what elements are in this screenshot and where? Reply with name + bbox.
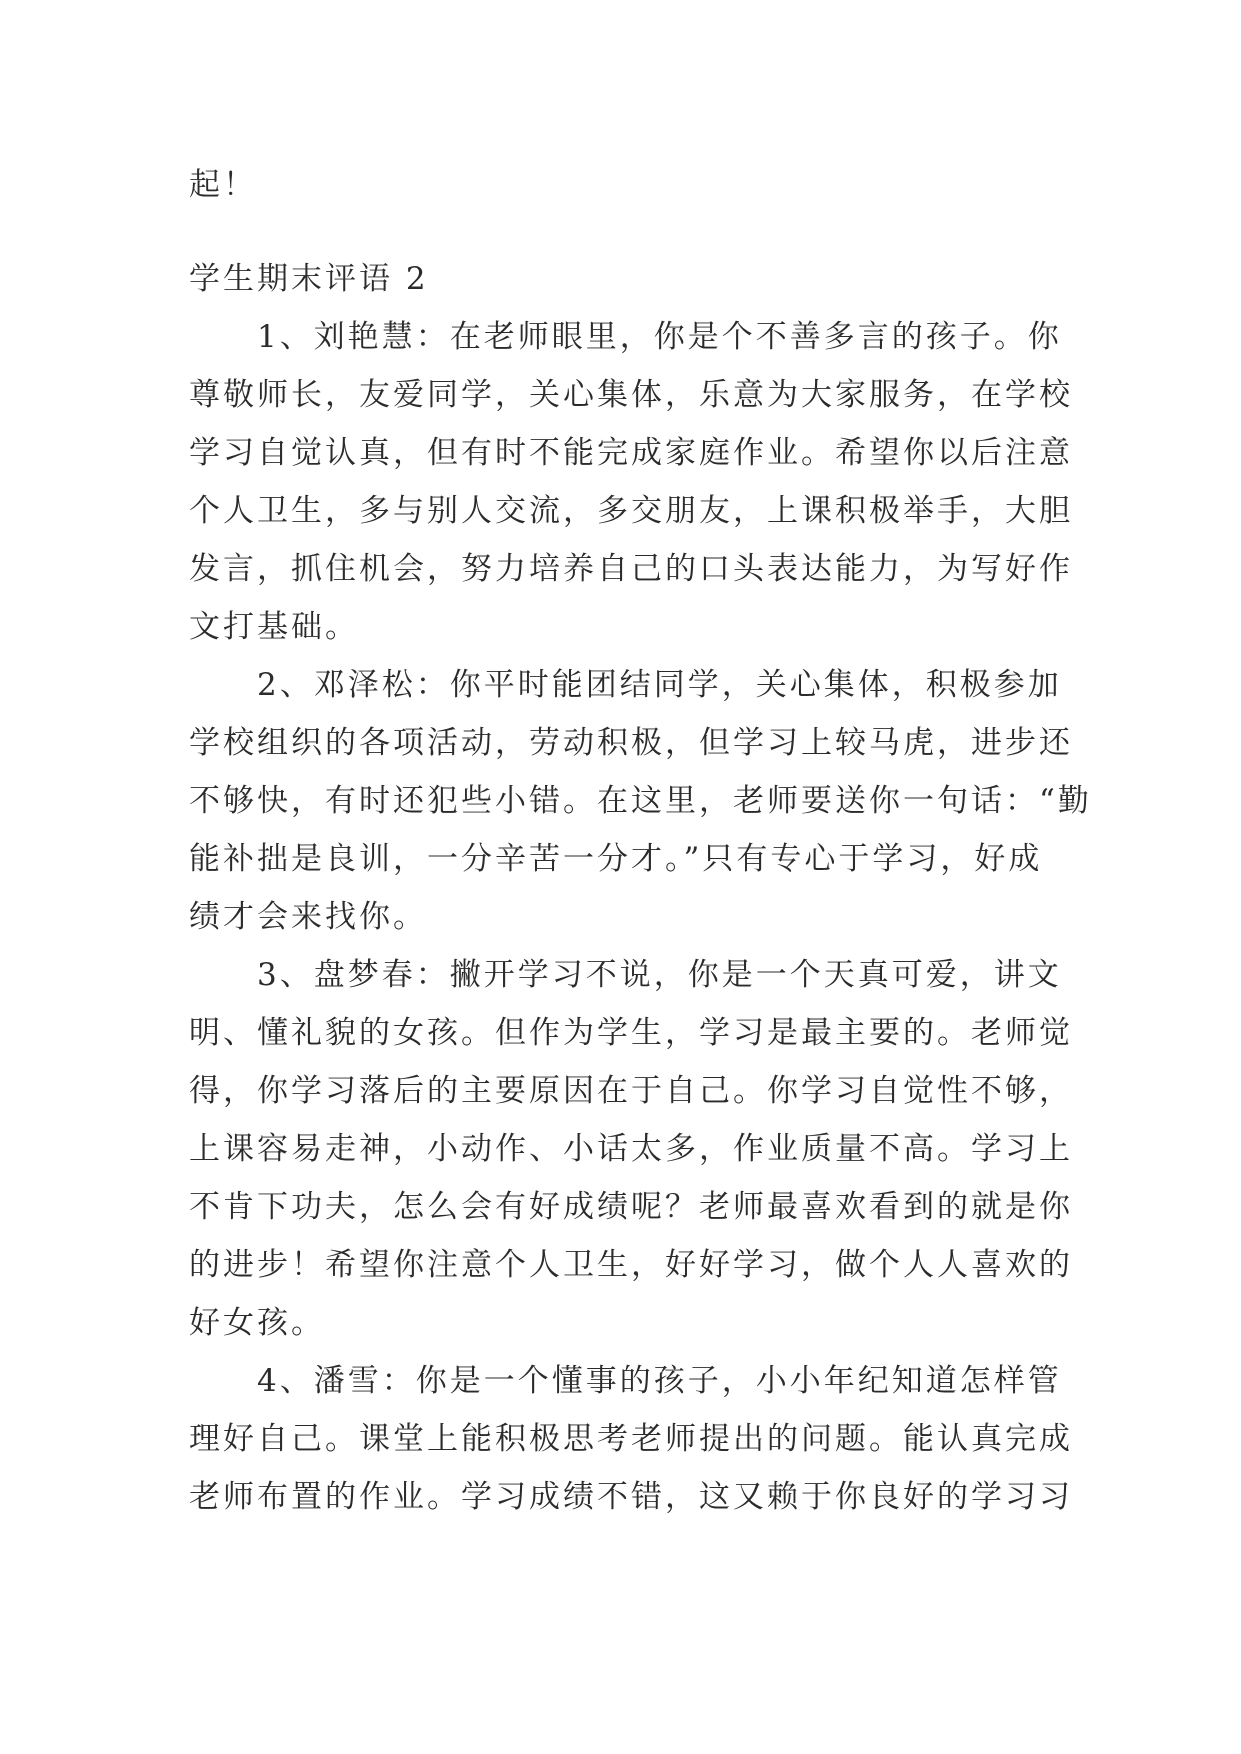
- paragraph-line: 4、潘雪：你是一个懂事的孩子，小小年纪知道怎样管: [257, 1363, 1062, 1399]
- paragraph-2: [189, 656, 1092, 946]
- opening-line: 起！: [189, 167, 257, 203]
- paragraph-line: 好女孩。: [189, 1305, 325, 1341]
- paragraph-line: 老师布置的作业。学习成绩不错，这又赖于你良好的学习习: [189, 1479, 1073, 1515]
- paragraph-line: 学习自觉认真，但有时不能完成家庭作业。希望你以后注意: [189, 435, 1073, 471]
- paragraph-line: 不肯下功夫，怎么会有好成绩呢？老师最喜欢看到的就是你: [189, 1189, 1073, 1225]
- paragraph-line: 能补拙是良训，一分辛苦一分才。”只有专心于学习，好成: [189, 841, 1043, 877]
- paragraph-line: 学校组织的各项活动，劳动积极，但学习上较马虎，进步还: [189, 725, 1073, 761]
- paragraph-line: 3、盘梦春：撇开学习不说，你是一个天真可爱，讲文: [257, 957, 1062, 993]
- paragraph-line: 个人卫生，多与别人交流，多交朋友，上课积极举手，大胆: [189, 493, 1073, 529]
- paragraph-line: 尊敬师长，友爱同学，关心集体，乐意为大家服务，在学校: [189, 377, 1073, 413]
- paragraph-line: 发言，抓住机会，努力培养自己的口头表达能力，为写好作: [189, 551, 1073, 587]
- document-body: [189, 156, 1092, 1526]
- paragraph-4: [189, 1352, 1073, 1526]
- section-gap: [189, 214, 1055, 250]
- paragraph-line: 绩才会来找你。: [189, 899, 427, 935]
- paragraph-line: 1、刘艳慧：在老师眼里，你是个不善多言的孩子。你: [257, 319, 1062, 355]
- paragraph-1: [189, 308, 1073, 656]
- paragraph-line: 文打基础。: [189, 609, 359, 645]
- paragraph-line: 不够快，有时还犯些小错。在这里，老师要送你一句话：“勤: [189, 783, 1092, 819]
- paragraph-line: 得，你学习落后的主要原因在于自己。你学习自觉性不够，: [189, 1073, 1073, 1109]
- paragraph-line: 上课容易走神，小动作、小话太多，作业质量不高。学习上: [189, 1131, 1073, 1167]
- paragraph-line: 2、邓泽松：你平时能团结同学，关心集体，积极参加: [257, 667, 1062, 703]
- section-heading: 学生期末评语 2: [189, 261, 429, 297]
- paragraph-3: [189, 946, 1073, 1352]
- paragraph-line: 明、懂礼貌的女孩。但作为学生，学习是最主要的。老师觉: [189, 1015, 1073, 1051]
- paragraph-line: 理好自己。课堂上能积极思考老师提出的问题。能认真完成: [189, 1421, 1073, 1457]
- paragraph-line: 的进步！希望你注意个人卫生，好好学习，做个人人喜欢的: [189, 1247, 1073, 1283]
